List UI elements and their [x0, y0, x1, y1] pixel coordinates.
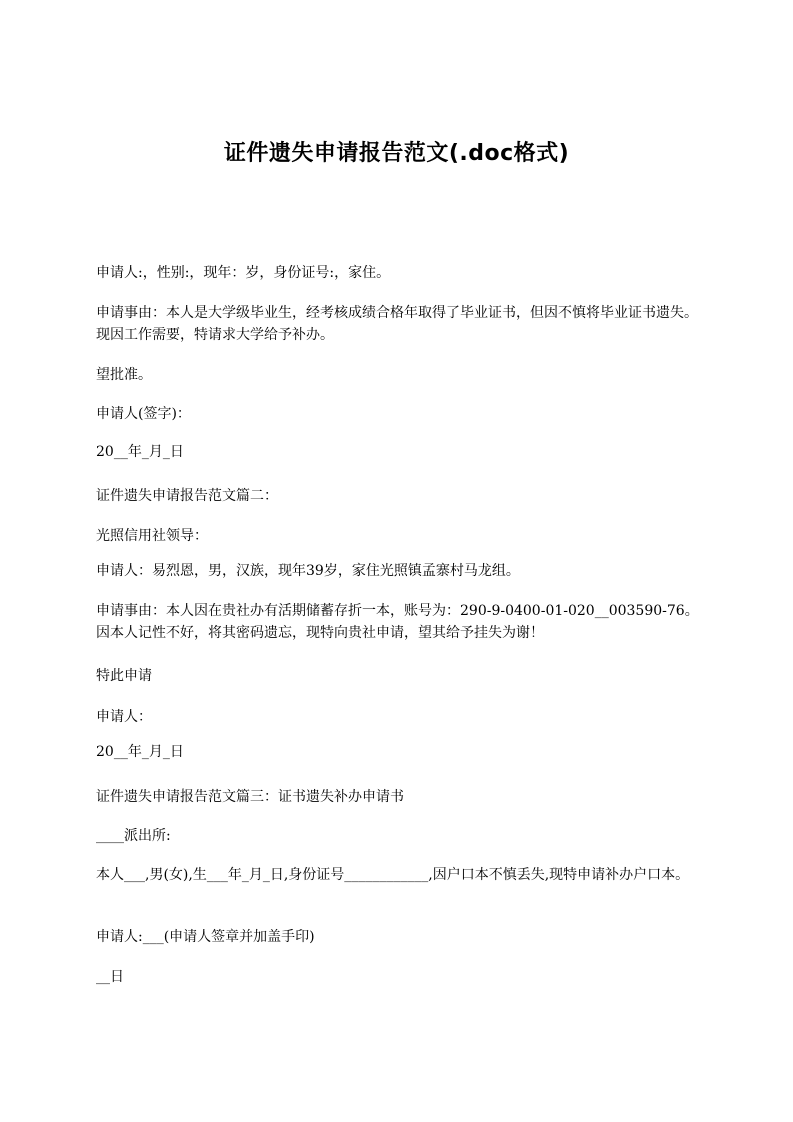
paragraph-reason-2: 申请事由：本人因在贵社办有活期储蓄存折一本，账号为：290-9-0400-01-020__003590-76。因本人记性不好，将其密码遗忘，现特向贵社申请，望其给予挂失为谢！ — [96, 603, 699, 641]
paragraph-day: __日 — [96, 969, 124, 985]
document-title: 证件遗失申请报告范文(.doc格式) — [223, 141, 570, 166]
paragraph-approval: 望批准。 — [96, 367, 152, 383]
paragraph-signature: 申请人(签字)： — [96, 406, 191, 422]
paragraph-addressee: 光照信用社领导： — [96, 528, 208, 544]
paragraph-police-station: ____派出所: — [96, 828, 171, 844]
paragraph-signature-2: 申请人： — [96, 709, 152, 725]
section-heading-3: 证件遗失申请报告范文篇三：证书遗失补办申请书 — [96, 789, 404, 805]
paragraph-reason: 申请事由：本人是大学级毕业生，经考核成绩合格年取得了毕业证书，但因不慎将毕业证书遗失。现因工作需要，特请求大学给予补办。 — [96, 305, 698, 343]
paragraph-date-2: 20__年_月_日 — [96, 744, 184, 760]
section-heading-2: 证件遗失申请报告范文篇二： — [96, 488, 278, 504]
paragraph-statement-3: 本人___,男(女),生___年_月_日,身份证号____________,因户口本不慎丢失,现特申请补办户口本。 — [96, 867, 690, 883]
paragraph-hereby: 特此申请 — [96, 668, 152, 684]
paragraph-date: 20__年_月_日 — [96, 444, 184, 460]
paragraph-applicant-2: 申请人：易烈恩，男，汉族，现年39岁，家住光照镇孟寨村马龙组。 — [96, 563, 520, 579]
paragraph-signature-3: 申请人:___(申请人签章并加盖手印) — [96, 929, 315, 945]
paragraph-applicant-info: 申请人:，性别:，现年：岁，身份证号:，家住。 — [96, 265, 391, 281]
